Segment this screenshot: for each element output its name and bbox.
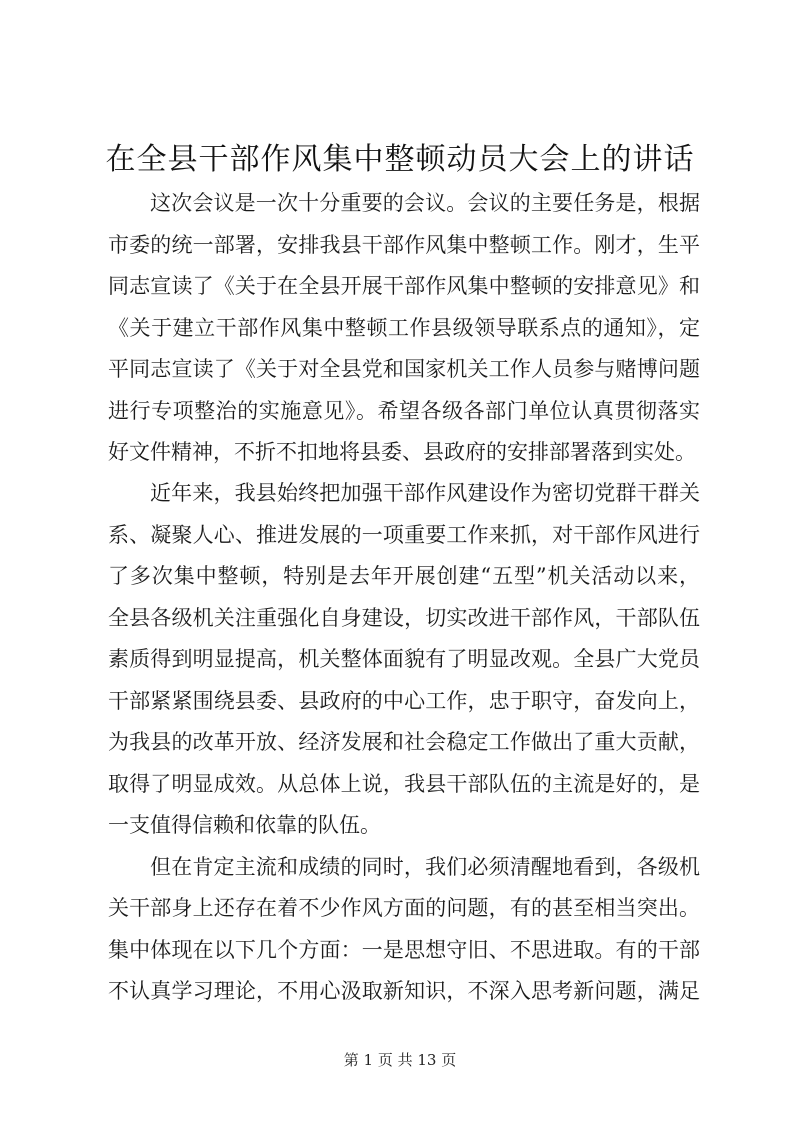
paragraph-2-line-1: 近年来，我县始终把加强干部作风建设作为密切党群干群关 [150,481,700,505]
paragraph-3-line-2: 关干部身上还存在着不少作风方面的问题，有的甚至相当突出。 [108,896,700,920]
paragraph-2-line-9: 一支值得信赖和依靠的队伍。 [108,813,381,837]
paragraph-1-line-1: 这次会议是一次十分重要的会议。会议的主要任务是，根据 [150,191,700,215]
paragraph-1-line-4: 《关于建立干部作风集中整顿工作县级领导联系点的通知》，定 [108,316,700,340]
paragraph-1-line-7: 好文件精神，不折不扣地将县委、县政府的安排部署落到实处。 [108,440,696,464]
paragraph-2-line-7: 为我县的改革开放、经济发展和社会稳定工作做出了重大贡献， [108,730,700,754]
paragraph-1-line-2: 市委的统一部署，安排我县干部作风集中整顿工作。刚才，生平 [108,233,700,257]
paragraph-3-line-4: 不认真学习理论，不用心汲取新知识，不深入思考新问题，满足 [108,979,700,1003]
paragraph-2-line-8: 取得了明显成效。从总体上说，我县干部队伍的主流是好的，是 [108,772,700,796]
paragraph-1-line-3: 同志宣读了《关于在全县开展干部作风集中整顿的安排意见》和 [108,274,700,298]
paragraph-1-line-6: 进行专项整治的实施意见》。希望各级各部门单位认真贯彻落实 [108,399,700,423]
paragraph-2-line-4: 全县各级机关注重强化自身建设，切实改进干部作风，干部队伍 [108,606,700,630]
paragraph-2-line-5: 素质得到明显提高，机关整体面貌有了明显改观。全县广大党员 [108,647,700,671]
page-number-footer: 第 1 页 共 13 页 [343,1051,457,1069]
paragraph-3-line-1: 但在肯定主流和成绩的同时，我们必须清醒地看到，各级机 [150,855,700,879]
paragraph-2-line-6: 干部紧紧围绕县委、县政府的中心工作，忠于职守，奋发向上， [108,689,700,713]
paragraph-2-line-2: 系、凝聚人心、推进发展的一项重要工作来抓，对干部作风进行 [108,523,700,547]
paragraph-1-line-5: 平同志宣读了《关于对全县党和国家机关工作人员参与赌博问题 [108,357,700,381]
paragraph-3-line-3: 集中体现在以下几个方面：一是思想守旧、不思进取。有的干部 [108,938,700,962]
document-title: 在全县干部作风集中整顿动员大会上的讲话 [105,142,695,177]
paragraph-2-line-3: 了多次集中整顿，特别是去年开展创建“五型”机关活动以来， [108,564,700,588]
